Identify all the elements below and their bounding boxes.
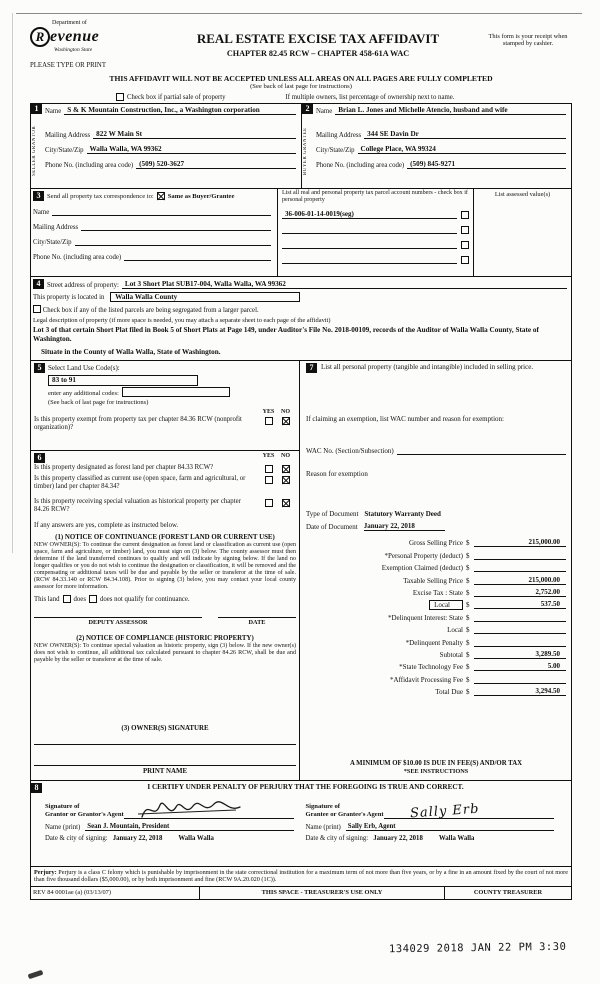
owners-signature-line[interactable] (34, 732, 296, 745)
forest-no-checkbox[interactable] (282, 465, 290, 473)
money-label: *Personal Property (deduct) (384, 551, 463, 560)
land-designation-section (31, 451, 299, 780)
seller-grantor-side-label: SELLER GRANTOR (32, 125, 37, 177)
seller-mailing-label: Mailing Address (45, 132, 91, 139)
land-use-code-section (31, 361, 299, 451)
section-4-badge: 4 (33, 279, 44, 289)
same-as-buyer-label: Same as Buyer/Grantee (167, 192, 235, 200)
certification-section (31, 780, 571, 866)
money-row-delinq-interest-local (306, 622, 566, 634)
grantee-signing-date[interactable]: January 22, 2018 (373, 835, 423, 842)
situate-text: Situate in the County of Walla Walla, State of Washington. (41, 348, 221, 356)
current-use-question: Is this property classified as current use (open space, farm and agricultural, or timber) land per chapter 84.34? (34, 475, 246, 491)
section-3-badge: 3 (33, 191, 44, 201)
subtotal-value[interactable]: 3,289.50 (474, 650, 566, 659)
grantee-signature-block (306, 793, 567, 842)
money-label: *Affidavit Processing Fee (390, 675, 463, 684)
perjury-label: Perjury: (34, 869, 57, 876)
seller-mailing-field[interactable]: 822 W Main St (93, 130, 296, 139)
exemption-claim-label: If claiming an exemption, list WAC number and reason for exemption: (306, 415, 504, 423)
does-not-label: does not qualify for continuance. (99, 595, 190, 603)
dollar-sign: $ (466, 688, 470, 697)
land-use-code-field[interactable]: 83 to 91 (48, 375, 198, 386)
please-type-or-print: PLEASE TYPE OR PRINT (30, 62, 106, 69)
gross-selling-price-value[interactable]: 215,000.00 (474, 538, 566, 547)
county-treasurer-label: COUNTY TREASURER (473, 889, 543, 897)
excise-tax-table (306, 535, 566, 696)
grantor-agent-label: Grantor or Grantor's Agent (45, 811, 124, 819)
deputy-assessor-signature-line[interactable]: DEPUTY ASSESSOR (34, 617, 202, 626)
document-date-label: Date of Document (306, 523, 358, 531)
parcel-row (282, 225, 469, 234)
delinquent-interest-state-value[interactable] (474, 613, 566, 622)
delinquent-penalty-value[interactable] (474, 638, 566, 647)
grantor-printed-name[interactable]: Sean J. Mountain, President (85, 823, 293, 831)
dollar-sign: $ (466, 576, 470, 585)
dollar-sign: $ (466, 564, 470, 573)
grantee-agent-label: Grantee or Grantee's Agent (305, 811, 384, 819)
partial-sale-row (30, 93, 572, 101)
form-subtitle: CHAPTER 82.45 RCW – CHAPTER 458-61A WAC (226, 49, 410, 58)
excise-tax-local-value[interactable]: 537.50 (474, 600, 566, 609)
taxable-selling-price-value[interactable]: 215,000.00 (474, 576, 566, 585)
corr-city-label: City/State/Zip (33, 239, 72, 246)
logo-r-letter: R (35, 28, 45, 44)
money-label: *Delinquent Penalty (405, 638, 463, 647)
money-row-personal (306, 547, 566, 559)
additional-codes-label: enter any additional codes: (48, 390, 119, 397)
owners-signature-label: (3) OWNER(S) SIGNATURE (121, 725, 209, 732)
grantor-signing-date[interactable]: January 22, 2018 (112, 835, 163, 842)
logo-washington-state: Washington State (54, 47, 93, 53)
buyer-city-label: City/State/Zip (316, 147, 355, 154)
exempt-yes-checkbox[interactable] (265, 417, 273, 425)
segregated-label: Check box if any of the listed parcels are being segregated from a larger parcel. (42, 307, 259, 314)
grantor-signature-field[interactable] (124, 795, 294, 819)
tax-correspondence-section (31, 188, 571, 276)
money-label: Gross Selling Price (408, 539, 463, 548)
grantee-signature-field[interactable] (384, 795, 554, 822)
property-county-field[interactable]: Walla Walla County (110, 292, 300, 302)
money-label: Subtotal (439, 650, 463, 659)
corr-mailing-field[interactable] (81, 222, 271, 231)
revenue-r-icon (30, 27, 50, 47)
money-label: *State Technology Fee (399, 663, 463, 672)
wac-number-label: WAC No. (Section/Subsection) (306, 447, 394, 455)
money-row-tech-fee (306, 659, 566, 671)
wac-number-field[interactable] (397, 447, 566, 455)
grantee-date-city-label: Date & city of signing: (305, 835, 369, 842)
dollar-sign: $ (466, 675, 470, 684)
money-row-taxable (306, 572, 566, 584)
grantee-signing-city[interactable]: Walla Walla (438, 835, 475, 842)
grantor-signature-scrawl (136, 795, 246, 825)
historic-yes-checkbox[interactable] (265, 499, 273, 507)
form-revision-number: REV 84 0001ae (a) (03/13/07) (33, 889, 111, 897)
notice-compliance-title: (2) NOTICE OF COMPLIANCE (HISTORIC PROPERTY) (76, 635, 254, 643)
legal-description-text[interactable]: Lot 3 of that certain Short Plat filed in Book 5 of Short Plats at Page 149, under Auditor's File No. 2018-00109, records of the Auditor of Walla Walla County, State of Washington. (33, 326, 539, 343)
property-located-label: This property is located in (33, 294, 105, 301)
money-row-delinq-interest-state (306, 609, 566, 621)
money-label: Excise Tax : State (412, 588, 463, 597)
send-correspondence-label: Send all property tax correspondence to: (47, 192, 154, 200)
warning-line: THIS AFFIDAVIT WILL NOT BE ACCEPTED UNLESS ALL AREAS ON ALL PAGES ARE FULLY COMPLETED (109, 74, 493, 83)
exempt-question: Is this property exempt from property tax per chapter 84.36 RCW (nonprofit organization)? (34, 416, 242, 432)
seller-phone-field[interactable]: (509) 520-3627 (136, 160, 296, 169)
grantor-date-city-label: Date & city of signing: (45, 835, 108, 842)
selling-price-section (299, 361, 571, 780)
total-due-value[interactable]: 3,294.50 (474, 687, 566, 696)
logo-department-of: Department of (52, 20, 87, 26)
money-row-delinq-penalty (306, 634, 566, 646)
perjury-text: Perjury is a class C felony which is punishable by imprisonment in the state correctional institution for a maximum term of not more than five years, or by a fine in an amount fixed by the court of not more than five thousand dollars ($5,000.00), or by both imprisonment and fine (RCW 9A.20.020 (1C)). (34, 869, 568, 884)
parcel-number-field[interactable]: 36-006-01-14-0019(seg) (282, 210, 457, 219)
no-column-header: NO (281, 453, 290, 459)
document-type-label: Type of Document (306, 510, 359, 518)
parcel-personal-checkbox[interactable] (461, 211, 469, 219)
does-label: does (73, 595, 86, 603)
certify-statement: I CERTIFY UNDER PENALTY OF PERJURY THAT THE FOREGOING IS TRUE AND CORRECT. (147, 783, 464, 791)
money-label: Taxable Selling Price (403, 576, 463, 585)
street-address-field[interactable]: Lot 3 Short Plat SUB17-004, Walla Walla, WA 99362 (122, 280, 567, 289)
money-row-subtotal (306, 647, 566, 659)
buyer-grantee-side-label: BUYER GRANTEE (303, 127, 308, 175)
section-1-badge: 1 (31, 104, 42, 114)
section-2-badge: 2 (302, 104, 313, 114)
historic-property-question: Is this property receiving special valuation as historical property per chapter 84.26 RCW? (34, 498, 241, 514)
notice-continuance-title: (1) NOTICE OF CONTINUANCE (FOREST LAND OR CURRENT USE) (55, 533, 275, 541)
dollar-sign: $ (466, 626, 470, 635)
dollar-sign: $ (466, 613, 470, 622)
parcel-row (282, 255, 469, 264)
money-row-excise-state (306, 585, 566, 597)
street-address-label: Street address of property: (47, 282, 119, 289)
form-header (30, 20, 572, 74)
section-7-badge: 7 (306, 363, 317, 373)
yes-column-header: YES (262, 453, 275, 459)
corr-mailing-label: Mailing Address (33, 224, 79, 231)
buyer-city-field[interactable]: College Place, WA 99324 (358, 145, 566, 154)
this-land-label: This land (34, 595, 60, 603)
minimum-fee-note: A MINIMUM OF $10.00 IS DUE IN FEE(S) AND/OR TAX (349, 760, 523, 767)
see-back-note: (See back of last page for instructions) (48, 399, 149, 406)
buyer-name-field[interactable]: Brian L. Jones and Michelle Atencio, husband and wife (335, 106, 566, 115)
section-5-badge: 5 (34, 363, 45, 373)
form-title: REAL ESTATE EXCISE TAX AFFIDAVIT (196, 31, 440, 46)
money-row-processing-fee (306, 671, 566, 683)
grantor-signing-city[interactable]: Walla Walla (178, 835, 214, 842)
scan-artifact-line (12, 13, 13, 553)
parcel-number-field[interactable] (282, 225, 457, 234)
dollar-sign: $ (466, 638, 470, 647)
parcel-row (282, 210, 469, 219)
corr-name-label: Name (33, 209, 50, 216)
section-8-badge: 8 (31, 783, 42, 793)
buyer-mailing-field[interactable]: 344 SE Davin Dr (364, 130, 566, 139)
seller-city-field[interactable]: Walla Walla, WA 99362 (87, 145, 296, 154)
print-name-label: PRINT NAME (142, 768, 188, 775)
dollar-sign: $ (466, 588, 470, 597)
exemption-claimed-value[interactable] (474, 563, 566, 572)
money-row-total (306, 684, 566, 696)
seller-name-label: Name (45, 108, 62, 115)
seller-phone-label: Phone No. (including area code) (45, 162, 134, 169)
perjury-notice (31, 866, 571, 886)
buyer-phone-label: Phone No. (including area code) (316, 162, 405, 169)
parcel-personal-checkbox[interactable] (461, 256, 469, 264)
see-instructions-note: *SEE INSTRUCTIONS (403, 768, 469, 775)
reason-exemption-label: Reason for exemption (306, 470, 368, 478)
land-use-label: Select Land Use Code(s): (48, 364, 120, 372)
bottom-bar (31, 886, 571, 899)
corr-phone-field[interactable] (124, 252, 271, 261)
see-back-note: (See back of last page for instructions) (250, 83, 352, 90)
land-does-checkbox[interactable] (63, 595, 71, 603)
scan-artifact-mark (28, 970, 44, 979)
exempt-no-checkbox[interactable] (282, 417, 290, 425)
money-row-excise-local (306, 597, 566, 609)
grantee-signature-of-label: Signature of (305, 803, 340, 811)
dollar-sign: $ (466, 539, 470, 548)
parcel-number-field[interactable] (282, 255, 457, 264)
receipt-note: This form is your receipt when stamped by cashier. (488, 33, 568, 47)
money-label: Local (447, 626, 463, 635)
parcel-row (282, 240, 469, 249)
dollar-sign: $ (466, 551, 470, 560)
delinquent-interest-local-value[interactable] (474, 625, 566, 634)
form-body (30, 103, 572, 900)
corr-phone-label: Phone No. (including area code) (33, 254, 122, 261)
grantee-name-print-label: Name (print) (305, 824, 341, 831)
parcel-number-field[interactable] (282, 240, 457, 249)
treasurer-date-stamp: 134029 2018 JAN 22 PM 3:30 (388, 940, 567, 956)
assessed-values-header: List assessed value(s) (494, 191, 551, 198)
additional-codes-field[interactable] (122, 387, 230, 397)
grantor-signature-of-label: Signature of (45, 803, 80, 811)
parcel-list-header: List all real and personal property tax parcel account numbers - check box if personal property (282, 190, 468, 203)
any-answers-yes-note: If any answers are yes, complete as instructed below. (34, 521, 179, 529)
money-label: Local (429, 600, 463, 610)
grantee-printed-name[interactable]: Sally Erb, Agent (346, 823, 554, 831)
treasurer-use-only-label: THIS SPACE - TREASURER'S USE ONLY (199, 887, 445, 899)
personal-property-label: List all personal property (tangible and intangible) included in selling price. (321, 363, 534, 371)
notice-continuance-text: NEW OWNER(S): To continue the current designation as forest land or classification as current use (open space, farm and agriculture, or timber) land, you must sign on (3) below. The county assessor must then determine if the land transferred continues to qualify and will indicate by signing below. If the land no longer qualifies or you do not wish to continue the designation or classification, it will be removed and the compensating or additional taxes will be due and payable by the seller or transferor at the time of sale. (RCW 84.33.140 or RCW 84.34.108). Prior to signing (3) below, you may contact your local county assessor for more information. (34, 541, 296, 590)
partial-sale-checkbox[interactable] (116, 93, 124, 101)
personal-property-deduct-value[interactable] (474, 551, 566, 560)
grantee-signature-script: Sally Erb (409, 801, 480, 822)
grantor-signature-block (45, 793, 306, 842)
money-label: *Delinquent Interest: State (387, 613, 463, 622)
current-use-yes-checkbox[interactable] (265, 476, 273, 484)
money-label: Total Due (435, 688, 463, 697)
multiple-owners-note: If multiple owners, list percentage of ownership next to name. (285, 93, 455, 101)
dollar-sign: $ (466, 663, 470, 672)
seller-city-label: City/State/Zip (45, 147, 84, 154)
money-row-exemption (306, 560, 566, 572)
excise-tax-state-value[interactable]: 2,752.00 (474, 588, 566, 597)
buyer-mailing-label: Mailing Address (316, 132, 362, 139)
section-6-badge: 6 (34, 453, 45, 463)
current-use-no-checkbox[interactable] (282, 476, 290, 484)
seller-grantor-section (31, 104, 301, 188)
legal-description-label: Legal description of property (if more space is needed, you may attach a separate sheet to each page of the affidavit) (33, 317, 331, 324)
money-row-gross (306, 535, 566, 547)
state-technology-fee-value[interactable]: 5.00 (474, 662, 566, 671)
yes-column-header: YES (262, 409, 275, 415)
dollar-sign: $ (466, 601, 470, 610)
parcel-personal-checkbox[interactable] (461, 226, 469, 234)
buyer-grantee-section (301, 104, 571, 188)
logo-revenue-text: evenue (50, 27, 100, 45)
land-does-not-checkbox[interactable] (89, 595, 97, 603)
money-label: Exemption Claimed (deduct) (381, 564, 463, 573)
scan-artifact-line (16, 13, 582, 14)
deputy-date-line[interactable]: DATE (218, 617, 296, 626)
parcel-personal-checkbox[interactable] (461, 241, 469, 249)
segregated-checkbox[interactable] (33, 305, 41, 313)
partial-sale-label: Check box if partial sale of property (127, 93, 226, 101)
document-type-field[interactable]: Statutory Warranty Deed (364, 510, 441, 518)
buyer-name-label: Name (316, 108, 333, 115)
seller-name-field[interactable]: S & K Mountain Construction, Inc., a Washington corporation (64, 106, 296, 115)
dollar-sign: $ (466, 650, 470, 659)
grantor-name-print-label: Name (print) (45, 824, 81, 831)
affidavit-processing-fee-value[interactable] (474, 675, 566, 684)
historic-no-checkbox[interactable] (282, 499, 290, 507)
corr-city-field[interactable] (75, 237, 271, 246)
buyer-phone-field[interactable]: (509) 845-9271 (407, 160, 566, 169)
forest-land-question: Is this property designated as forest land per chapter 84.33 RCW? (34, 464, 214, 471)
document-date-field[interactable]: January 22, 2018 (364, 522, 445, 531)
print-name-line[interactable] (34, 745, 296, 766)
notice-compliance-text: NEW OWNER(S): To continue special valuation as historic property, sign (3) below. If the new owner(s) does not wish to continue, all additional tax calculated pursuant to chapter 84.26 RCW, shall be due and payable by the seller or transferor at the time of sale. (34, 643, 296, 664)
same-as-buyer-checkbox[interactable] (157, 192, 165, 200)
corr-name-field[interactable] (52, 207, 271, 216)
property-description-section (31, 276, 571, 360)
no-column-header: NO (281, 409, 290, 415)
forest-yes-checkbox[interactable] (265, 465, 273, 473)
